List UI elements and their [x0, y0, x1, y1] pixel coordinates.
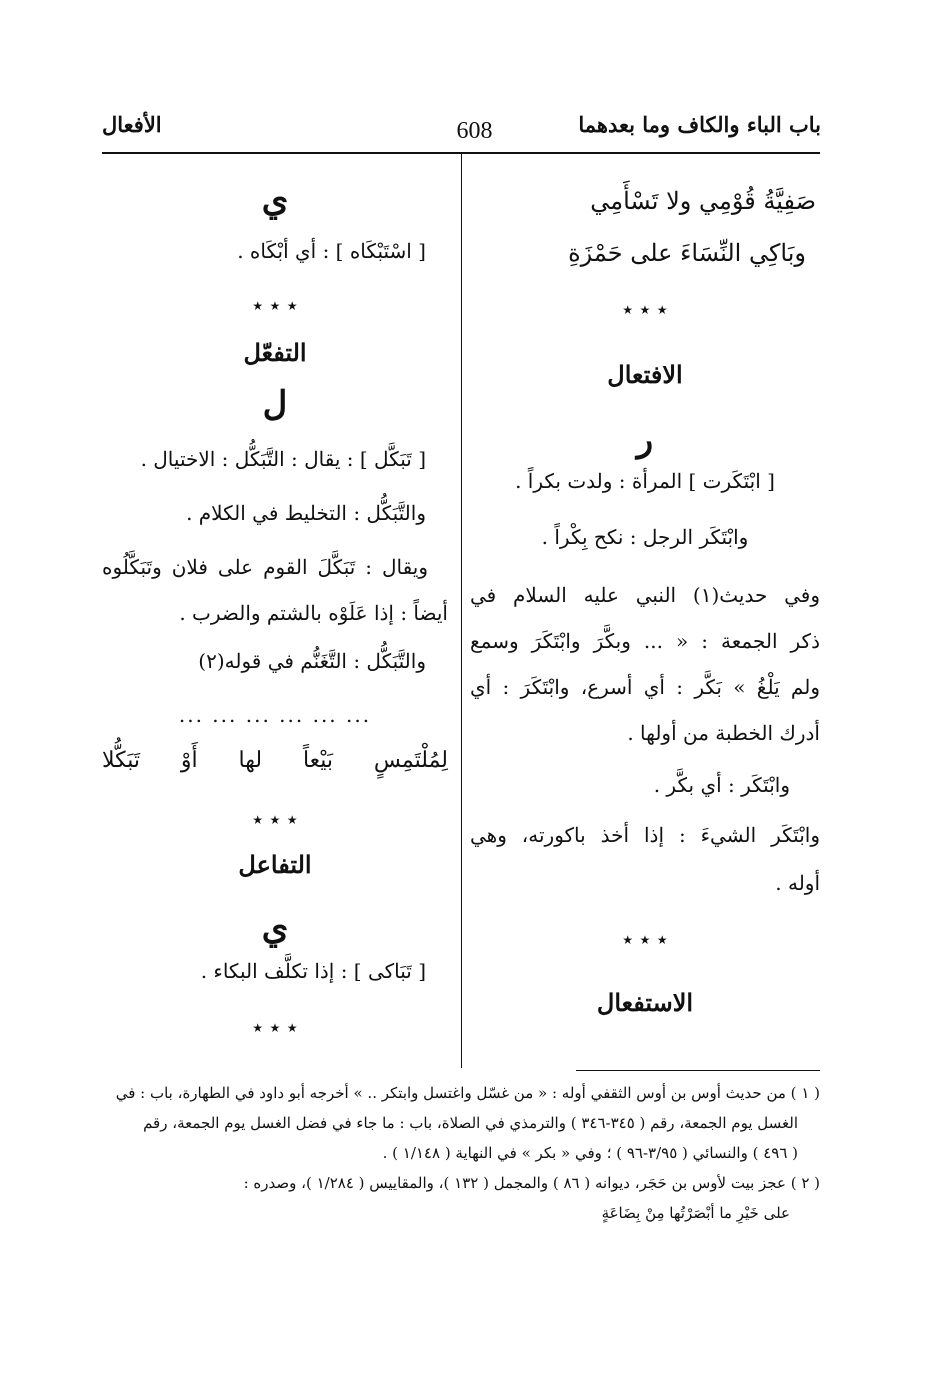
footnote-rule — [576, 1070, 820, 1071]
entry-line: وابْتَكَر الشيءَ : إذا أخذ باكورته، وهي — [470, 823, 820, 847]
footnote-2-verse: على خَيْرِ ما أبْصَرْتُها مِنْ بِضَاعَةٍ — [601, 1204, 790, 1222]
poem-line-2: وبَاكِي النِّسَاءَ على حَمْزَةِ — [568, 239, 806, 267]
entry-line: أيضاً : إذا عَلَوْه بالشتم والضرب . — [179, 601, 448, 625]
footnote-1-line-1: ( ١ ) من حديث أوس بن أوس الثقفي أوله : « من غسّل واغتسل وابتكر .. » أخرجه أبو داود في الطهارة، باب : في — [115, 1084, 820, 1102]
separator-stars: ٭ ٭ ٭ — [622, 297, 668, 321]
verse-line: لِمُلْتَمِسٍ بَيْعاً لها أَوْ تَبَكُّلا — [102, 748, 448, 773]
entry-line: [ اسْتَبْكَاه ] : أي أبْكَاه . — [237, 239, 426, 263]
separator-stars: ٭ ٭ ٭ — [252, 293, 298, 317]
entry-line: وابْتَكَر : أي بكَّر . — [653, 773, 790, 797]
section-heading-tafaul: التفعّل — [243, 338, 307, 367]
separator-stars: ٭ ٭ ٭ — [622, 927, 668, 951]
root-letter-lam: ل — [262, 384, 288, 424]
page-number: 608 — [456, 118, 493, 144]
section-heading-ifteal: الافتعال — [607, 360, 683, 389]
separator-stars: ٭ ٭ ٭ — [252, 1015, 298, 1039]
entry-line: أدرك الخطبة من أولها . — [627, 721, 820, 745]
footnote-2-line-1: ( ٢ ) عجز بيت لأوس بن حَجَر، ديوانه ( ٨٦ ) والمجمل ( ١٣٢ )، والمقاييس ( ١/٢٨٤ )، وصدره : — [243, 1174, 820, 1192]
section-heading-istifeal: الاستفعال — [596, 988, 694, 1017]
entry-line: ذكر الجمعة : « ... وبكَّرَ وابْتَكَرَ وسمع — [470, 629, 820, 653]
section-running-title: الأفعال — [102, 112, 162, 137]
section-heading-tafaul-2: التفاعل — [238, 850, 312, 879]
entry-line: ويقال : تَبَكَّلَ القوم على فلان وتَبَكَّلُوه — [102, 555, 428, 579]
poem-line-1: صَفِيَّةُ قُوْمِي ولا تَسْأَمِي — [590, 187, 816, 215]
root-letter-ya: ي — [261, 180, 289, 220]
entry-line: وابْتَكَر الرجل : نكح بِكْراً . — [541, 525, 749, 549]
entry-line: [ تَبَاكى ] : إذا تكلَّف البكاء . — [200, 959, 426, 983]
entry-line: والتَّبَكُّل : التخليط في الكلام . — [186, 501, 426, 525]
separator-stars: ٭ ٭ ٭ — [252, 807, 298, 831]
verse-ellipsis: ... ... ... ... ... ... — [178, 703, 372, 727]
entry-line: أوله . — [775, 871, 820, 895]
entry-line: وفي حديث(١) النبي عليه السلام في — [470, 583, 820, 607]
entry-line: [ ابْتَكَرت ] المرأة : ولدت بكراً . — [515, 469, 775, 493]
entry-line: [ تَبَكَّل ] : يقال : التَّبَكُّل : الاختيال . — [140, 447, 426, 471]
footnote-1-line-3: ( ٤٩٦ ) والنسائي ( ٣/٩٥-٩٦ ) ؛ وفي « بكر » في النهاية ( ١/١٤٨ ) . — [382, 1144, 798, 1162]
root-letter-ya-2: ي — [261, 908, 289, 948]
entry-line: ولم يَلْغُ » بَكَّر : أي أسرع، وابْتَكَرَ : أي — [470, 675, 820, 699]
chapter-title: باب الباء والكاف وما بعدهما — [578, 112, 821, 137]
entry-line: والتَّبَكُّل : التَّغَنُّم في قوله(٢) — [198, 649, 426, 673]
column-divider — [461, 152, 462, 1068]
footnote-1-line-2: الغسل يوم الجمعة، رقم ( ٣٤٥-٣٤٦ ) والترمذي في الصلاة، باب : ما جاء في فضل الغسل يوم الجمعة، رقم — [143, 1114, 798, 1132]
root-letter-ra: ر — [636, 420, 654, 460]
